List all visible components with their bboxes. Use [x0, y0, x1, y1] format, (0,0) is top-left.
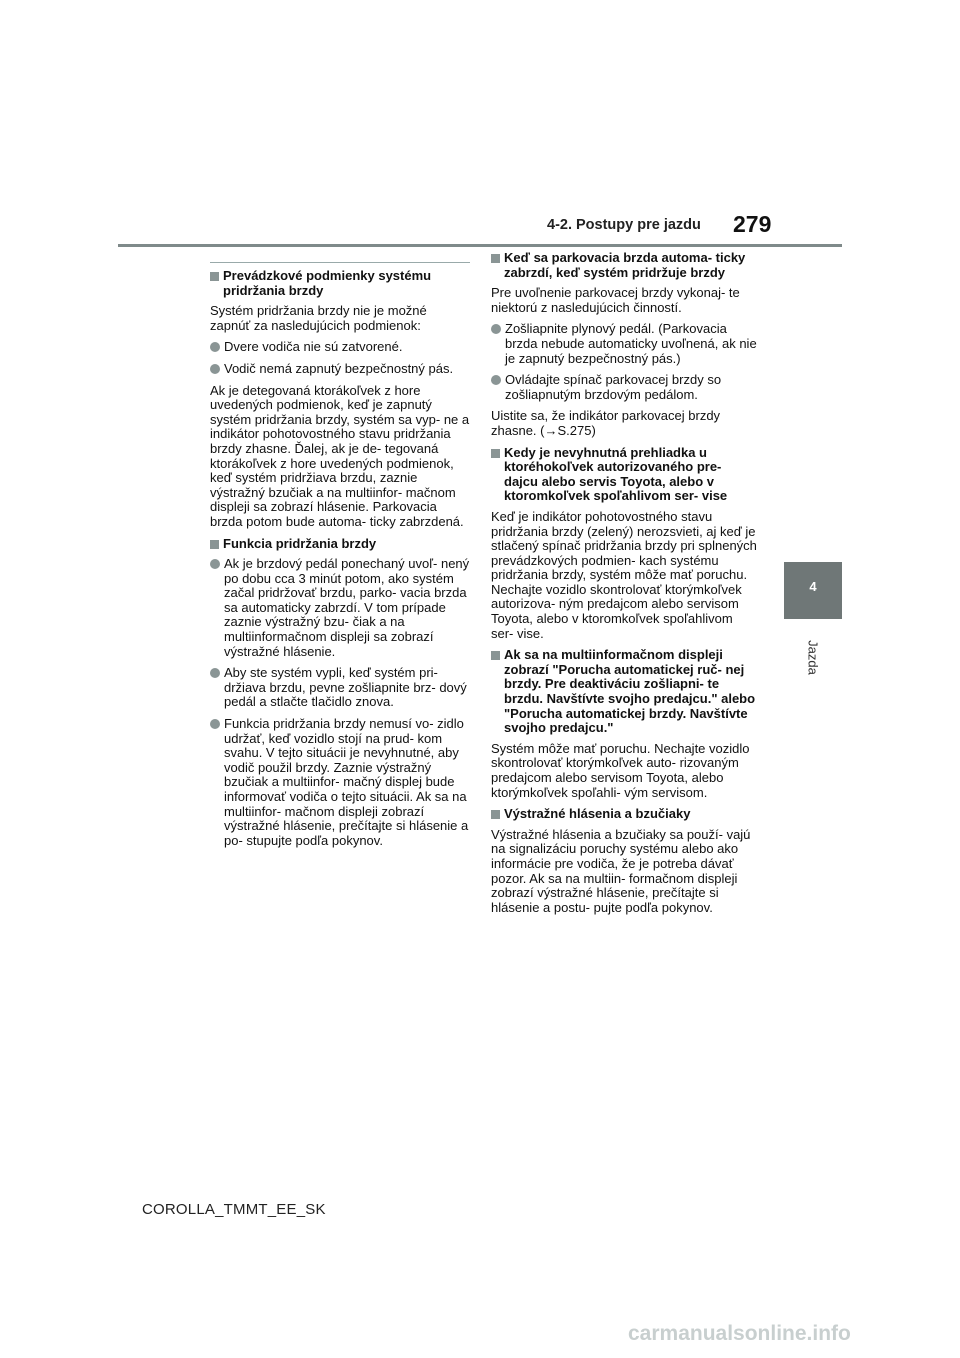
section-heading: [491, 648, 757, 736]
square-bullet-icon: [491, 449, 500, 458]
square-bullet-icon: [491, 651, 500, 660]
paragraph: Výstražné hlásenia a bzučiaky sa použí- vajú na signalizáciu poruchy systému alebo ako informácie pre vodiča, že je potreba dávať pozor. Ak sa na multiin- formačnom displeji zobrazí výstražné hlásenie, prečítajte si hlásenie a postu- pujte podľa pokynov.: [491, 826, 751, 915]
square-bullet-icon: [491, 810, 500, 819]
section-title: 4-2. Postupy pre jazdu: [547, 217, 701, 233]
page-number: 279: [733, 211, 772, 237]
section-heading: [491, 446, 757, 504]
square-bullet-icon: [491, 254, 500, 263]
document-code: COROLLA_TMMT_EE_SK: [142, 1201, 326, 1218]
list-item: [210, 557, 470, 659]
heading-text: Výstražné hlásenia a bzučiaky: [504, 806, 691, 822]
list-item: [210, 717, 470, 848]
list-item: [210, 666, 470, 710]
heading-text: Prevádzkové podmienky systému pridržania brzdy: [223, 268, 432, 298]
right-column: [491, 251, 757, 922]
list-item: [210, 362, 470, 377]
heading-text: Kedy je nevyhnutná prehliadka u ktoréhokoľvek autorizovaného pre- dajcu alebo servis Toyota, alebo v ktoromkoľvek spoľahlivom ser- vise: [504, 444, 728, 504]
paragraph: Systém môže mať poruchu. Nechajte vozidlo skontrolovať ktorýmkoľvek auto- rizovaným predajcom alebo servisom Toyota, alebo ktorýmkoľvek spoľahli- vým servisom.: [491, 740, 750, 800]
list-item: [210, 340, 470, 355]
section-heading: [491, 251, 757, 280]
list-item-text: Funkcia pridržania brzdy nemusí vo- zidlo udržať, keď vozidlo stojí na prud- kom svahu. V tejto situácii je nevyhnutné, aby vodič použil brzdy. Zaznie výstražný bzučiak a multiinfor- mačný displej bude informovať vodiča o tejto situácii. Ak sa na multiinfor- mačnom displeji zobrazí výstražné hlásenie, prečítajte si hlásenie a po- stupujte podľa pokynov.: [224, 716, 469, 848]
paragraph: Systém pridržania brzdy nie je možné zapnúť za nasledujúcich podmienok:: [210, 303, 427, 333]
list-item-text: Dvere vodiča nie sú zatvorené.: [224, 339, 403, 355]
list-item-text: Zošliapnite plynový pedál. (Parkovacia brzda nebude automaticky uvoľnená, ak nie je zapnutý bezpečnostný pás.): [505, 321, 757, 366]
list-item-text: Ak je brzdový pedál ponechaný uvoľ- nený po dobu cca 3 minút potom, ako systém začal pridržovať brzdu, parko- vacia brzda sa automaticky zabrzdí. V tom prípade zaznie výstražný bzu- čiak a na multiinformačnom displeji sa zobrazí výstražné hlásenie.: [224, 556, 470, 659]
circle-bullet-icon: [491, 375, 501, 385]
section-heading: [210, 537, 470, 552]
paragraph: Pre uvoľnenie parkovacej brzdy vykonaj- te niektorú z nasledujúcich činností.: [491, 285, 740, 315]
circle-bullet-icon: [210, 364, 220, 374]
heading-text: Ak sa na multiinformačnom displeji zobrazí "Porucha automatickej ruč- nej brzdy. Pre deaktiváciu zošliapni- te brzdu. Navštívte svojho predajcu." alebo "Porucha automatickej brzdy. Navštívte svojho predajcu.": [504, 647, 756, 736]
circle-bullet-icon: [491, 324, 501, 334]
heading-text: Funkcia pridržania brzdy: [223, 535, 377, 551]
list-item-text: Aby ste systém vypli, keď systém pri- držiava brzdu, pevne zošliapnite brz- dový pedál a stlačte tlačidlo znova.: [224, 665, 467, 710]
square-bullet-icon: [210, 540, 219, 549]
circle-bullet-icon: [210, 668, 220, 678]
section-divider: [210, 262, 470, 263]
paragraph: Ak je detegovaná ktorákoľvek z hore uvedených podmienok, keď je zapnutý systém pridržania brzdy, systém sa vyp- ne a indikátor pohotovostného stavu pridržania brzdy zhasne. Ďalej, ak je de- tegovaná ktorákoľvek z hore uvedených podmienok, keď systém pridržiava brzdu, zaznie výstražný bzučiak a na multiinfor- mačnom displeji sa zobrazí hlásenie. Parkovacia brzda potom bude automa- ticky zabrzdená.: [210, 382, 470, 529]
chapter-tab-number: 4: [809, 579, 817, 594]
list-item: [491, 322, 757, 366]
paragraph: Uistite sa, že indikátor parkovacej brzdy zhasne. (→S.275): [491, 408, 721, 438]
watermark: carmanualsonline.info: [628, 1322, 851, 1345]
circle-bullet-icon: [210, 342, 220, 352]
section-heading: [210, 269, 470, 298]
circle-bullet-icon: [210, 559, 220, 569]
paragraph: Keď je indikátor pohotovostného stavu pridržania brzdy (zelený) nerozsvieti, aj keď je stlačený spínač pridržania brzdy pri splnených prevádzkových podmien- kach systému pridržania brzdy, systém môže mať poruchu. Nechajte vozidlo skontrolovať ktorýmkoľvek autorizova- ným predajcom alebo servisom Toyota, alebo v ktoromkoľvek spoľahlivom ser- vise.: [491, 508, 757, 641]
list-item-text: Vodič nemá zapnutý bezpečnostný pás.: [224, 360, 454, 376]
chapter-tab-label: Jazda: [805, 640, 821, 675]
list-item: [491, 373, 757, 402]
left-column: [210, 262, 470, 855]
square-bullet-icon: [210, 272, 219, 281]
header-rule: [118, 244, 842, 247]
section-heading: [491, 807, 757, 822]
circle-bullet-icon: [210, 719, 220, 729]
list-item-text: Ovládajte spínač parkovacej brzdy so zošliapnutým brzdovým pedálom.: [505, 372, 722, 402]
heading-text: Keď sa parkovacia brzda automa- ticky zabrzdí, keď systém pridržuje brzdy: [504, 250, 746, 280]
